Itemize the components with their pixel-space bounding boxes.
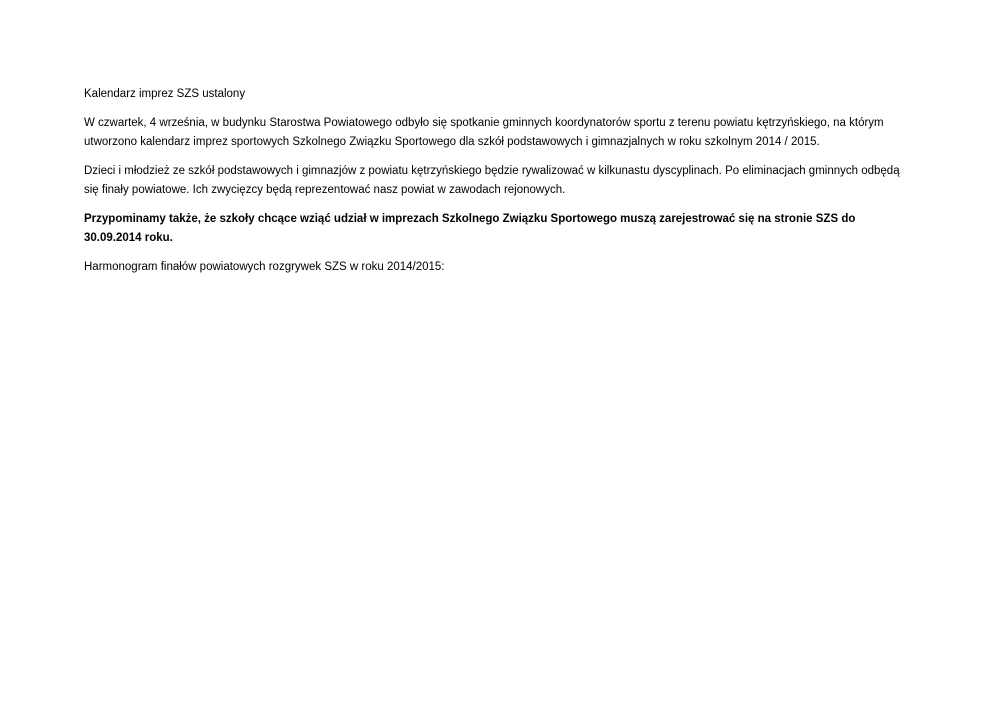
paragraph-competition: Dzieci i młodzież ze szkół podstawowych i gimnazjów z powiatu kętrzyńskiego będzie rywalizować w kilkunastu dyscyplinach. Po eliminacjach gminnych odbędą się finały powiatowe. Ich zwycięzcy będą reprezentować nasz powiat w zawodach rejonowych. xyxy=(84,165,900,196)
document-title: Kalendarz imprez SZS ustalony xyxy=(84,88,246,100)
document-body xyxy=(84,85,904,287)
paragraph-registration-reminder: Przypominamy także, że szkoły chcące wziąć udział w imprezach Szkolnego Związku Sportowego muszą zarejestrować się na stronie SZS do 30.09.2014 roku. xyxy=(84,213,856,244)
paragraph-schedule-intro: Harmonogram finałów powiatowych rozgrywek SZS w roku 2014/2015: xyxy=(84,261,445,273)
paragraph-meeting: W czwartek, 4 września, w budynku Starostwa Powiatowego odbyło się spotkanie gminnych koordynatorów sportu z terenu powiatu kętrzyńskiego, na którym utworzono kalendarz imprez sportowych Szkolnego Związku Sportowego dla szkół podstawowych i gimnazjalnych w roku szkolnym 2014 / 2015. xyxy=(84,117,884,148)
